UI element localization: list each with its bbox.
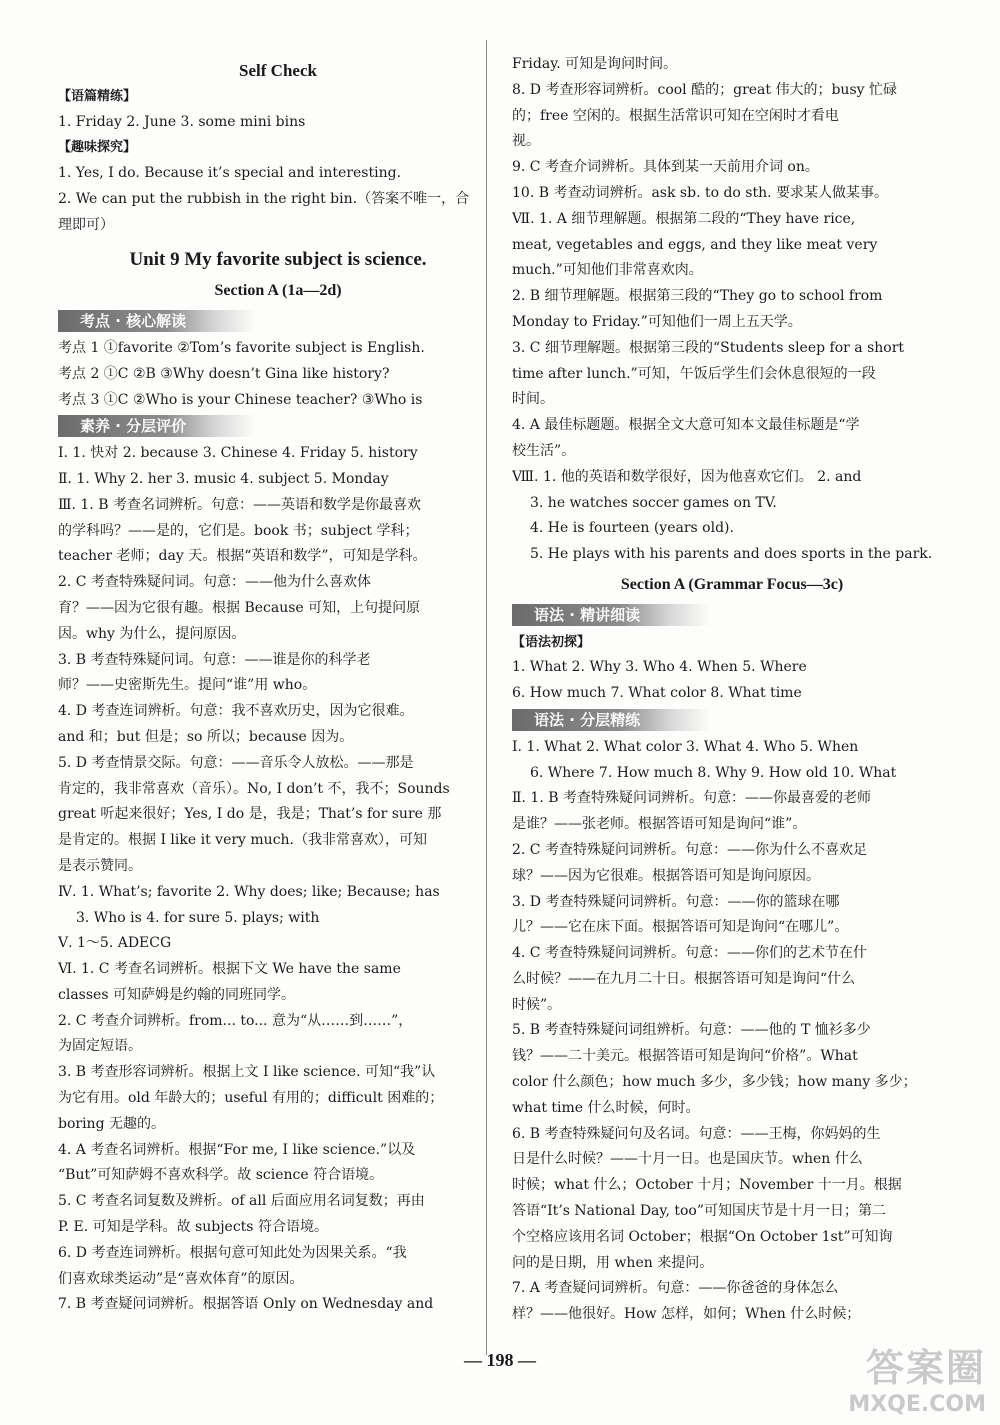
left-column — [58, 52, 498, 1318]
text-line: 8. D 考查形容词辨析。cool 酷的；great 伟大的；busy 忙碌 — [512, 81, 897, 98]
text-line: time after lunch.”可知，午饭后学生们会休息很短的一段 — [512, 365, 876, 382]
text-line: great 听起来很好；Yes, I do 是，我是；That’s for sure 那 — [58, 806, 442, 823]
text-line: 的学科吗？——是的，它们是。book 书；subject 学科； — [58, 522, 419, 539]
text-line: 是谁？——张老师。根据答语可知是询问“谁”。 — [512, 816, 807, 833]
text-line: 肯定的，我非常喜欢（音乐）。No, I don’t 不，我不；Sounds — [58, 780, 450, 797]
text-line: 5. D 考查情景交际。句意：——音乐令人放松。——那是 — [58, 754, 414, 771]
text-line: 育？——因为它很有趣。根据 Because 可知，上句提问原 — [58, 599, 421, 616]
text-line: 6. D 考查连词辨析。根据句意可知此处为因果关系。“我 — [58, 1244, 407, 1261]
text-line: 7. B 考查疑问词辨析。根据答语 Only on Wednesday and — [58, 1296, 434, 1313]
section-subtitle: Section A (1a—2d) — [214, 282, 342, 300]
text-line: 4. C 考查特殊疑问词辨析。句意：——你们的艺术节在什 — [512, 945, 867, 962]
text-line: 样？——他很好。How 怎样，如何；When 什么时候； — [512, 1306, 861, 1323]
unit-title: Unit 9 My favorite subject is science. — [129, 248, 427, 270]
text-line: 4. D 考查连词辨析。句意：我不喜欢历史，因为它很难。 — [58, 703, 414, 720]
text-line: 5. He plays with his parents and does sports in the park. — [530, 546, 933, 563]
text-line: 问的是日期，用 when 来提问。 — [512, 1254, 714, 1271]
text-line: 4. A 考查名词辨析。根据“For me, I like science.”以及 — [58, 1141, 416, 1158]
section-banner: 语法 · 精讲细读 — [512, 604, 710, 626]
text-line: 7. A 考查疑问词辨析。句意：——你爸爸的身体怎么 — [512, 1280, 839, 1297]
text-line: 4. He is fourteen (years old). — [530, 520, 734, 537]
text-line: 儿？——它在床下面。根据答语可知是询问“在哪儿”。 — [512, 919, 849, 936]
text-line: 校生活”。 — [512, 442, 576, 459]
text-line: 个空格应该用名词 October；根据“On October 1st”可知询 — [512, 1228, 893, 1245]
text-line: 1. Yes, I do. Because it’s special and interesting. — [58, 165, 402, 182]
category-label: 【语篇精练】 — [58, 88, 137, 104]
text-line: 视。 — [512, 133, 540, 150]
text-line: 为它有用。old 年龄大的；useful 有用的；difficult 困难的； — [58, 1090, 444, 1107]
text-line: 考点 3 ①C ②Who is your Chinese teacher? ③Who is — [58, 391, 423, 408]
text-line: Ⅶ. 1. A 细节理解题。根据第二段的“They have rice, — [512, 210, 856, 227]
text-line: and 和；but 但是；so 所以；because 因为。 — [58, 728, 354, 745]
text-line: 3. D 考查特殊疑问词辨析。句意：——你的篮球在哪 — [512, 893, 840, 910]
text-line: 6. How much 7. What color 8. What time — [512, 685, 802, 702]
watermark-logo — [848, 1337, 986, 1417]
section-banner: 考点 · 核心解读 — [58, 310, 256, 332]
text-line: 2. B 细节理解题。根据第三段的“They go to school from — [512, 288, 883, 305]
text-line: 1. What 2. Why 3. Who 4. When 5. Where — [512, 659, 807, 676]
text-line: 3. he watches soccer games on TV. — [530, 494, 777, 511]
text-line: much.”可知他们非常喜欢肉。 — [512, 262, 703, 279]
page-number: — 198 — — [464, 1350, 536, 1370]
text-line: 么时候？——在九月二十日。根据答语可知是询问“什么 — [512, 970, 856, 987]
text-line: 是肯定的。根据 I like it very much.（我非常喜欢），可知 — [58, 832, 428, 849]
text-line: 时候”。 — [512, 996, 562, 1013]
text-line: Ⅱ. 1. Why 2. her 3. music 4. subject 5. Monday — [58, 470, 389, 487]
text-line: what time 什么时候，何时。 — [512, 1099, 700, 1116]
text-line: 6. Where 7. How much 8. Why 9. How old 10. What — [530, 764, 897, 781]
text-line: 2. We can put the rubbish in the right bin.（答案不唯一，合 — [58, 190, 470, 207]
text-line: Ⅴ. 1～5. ADECG — [58, 935, 172, 952]
text-line: 是表示赞同。 — [58, 857, 142, 874]
section-banner: 语法 · 分层精练 — [512, 709, 710, 731]
text-line: 3. B 考查形容词辨析。根据上文 I like science. 可知“我”认 — [58, 1064, 436, 1081]
text-line: 时间。 — [512, 391, 554, 408]
watermark-url: MXQE.COM — [848, 1392, 986, 1417]
text-line: Ⅵ. 1. C 考查名词辨析。根据下文 We have the same — [58, 961, 401, 978]
text-line: classes 可知萨姆是约翰的同班同学。 — [58, 986, 295, 1003]
text-line: 9. C 考查介词辨析。具体到某一天前用介词 on。 — [512, 159, 819, 176]
text-line: 球？——因为它很难。根据答语可知是询问原因。 — [512, 867, 820, 884]
text-line: 考点 1 ①favorite ②Tom’s favorite subject is English. — [58, 339, 425, 356]
section-banner-row — [58, 413, 498, 441]
text-line: 5. C 考查名词复数及辨析。of all 后面应用名词复数；再由 — [58, 1193, 425, 1210]
text-line: 答语“It’s National Day, too”可知国庆节是十月一日；第二 — [512, 1203, 886, 1220]
text-line: Friday. 可知是询问时间。 — [512, 56, 678, 72]
text-line: 师？——史密斯先生。提问“谁”用 who。 — [58, 677, 317, 694]
text-line: 时候；what 什么；October 十月；November 十一月。根据 — [512, 1177, 902, 1194]
category-label: 【趣味探究】 — [58, 140, 137, 156]
text-line: 因。why 为什么，提问原因。 — [58, 625, 246, 642]
text-line: 3. B 考查特殊疑问词。句意：——谁是你的科学老 — [58, 651, 371, 668]
right-column — [512, 52, 952, 1328]
text-line: Ⅳ. 1. What’s; favorite 2. Why does; like; Because; has — [58, 883, 440, 900]
watermark-text: 答案圈 — [865, 1346, 986, 1390]
text-line: 1. Friday 2. June 3. some mini bins — [58, 113, 306, 130]
text-line: teacher 老师；day 天。根据“英语和数学”，可知是学科。 — [58, 548, 427, 565]
category-label: 【语法初探】 — [512, 634, 591, 650]
text-line: “But”可知萨姆不喜欢科学。故 science 符合语境。 — [58, 1167, 384, 1184]
text-line: 4. A 最佳标题题。根据全文大意可知本文最佳标题是“学 — [512, 417, 860, 434]
text-line: 6. B 考查特殊疑问句及名词。句意：——王梅，你妈妈的生 — [512, 1125, 881, 1142]
text-line: 考点 2 ①C ②B ③Why doesn’t Gina like history? — [58, 365, 390, 382]
text-line: boring 无趣的。 — [58, 1115, 165, 1132]
text-line: Monday to Friday.”可知他们一周上五天学。 — [512, 313, 802, 330]
text-line: 3. C 细节理解题。根据第三段的“Students sleep for a short — [512, 339, 905, 356]
text-line: 5. B 考查特殊疑问词组辨析。句意：——他的 T 恤衫多少 — [512, 1022, 871, 1039]
text-line: Ⅰ. 1. What 2. What color 3. What 4. Who 5. When — [512, 738, 859, 755]
text-line: Ⅷ. 1. 他的英语和数学很好，因为他喜欢它们。 2. and — [512, 468, 862, 485]
section-banner-row — [512, 707, 952, 735]
section-heading: Self Check — [239, 61, 317, 80]
text-line: Ⅱ. 1. B 考查特殊疑问词辨析。句意：——你最喜爱的老师 — [512, 790, 871, 807]
text-line: Ⅲ. 1. B 考查名词辨析。句意：——英语和数学是你最喜欢 — [58, 496, 421, 513]
text-line: meat, vegetables and eggs, and they like meat very — [512, 236, 878, 253]
text-line: P. E. 可知是学科。故 subjects 符合语境。 — [58, 1219, 328, 1236]
text-line: 理即可） — [58, 216, 114, 233]
text-line: color 什么颜色；how much 多少，多少钱；how many 多少； — [512, 1074, 917, 1091]
text-line: 2. C 考查特殊疑问词辨析。句意：——你为什么不喜欢足 — [512, 841, 867, 858]
text-line: 为固定短语。 — [58, 1038, 142, 1055]
section-banner-row — [512, 602, 952, 630]
text-line: 2. C 考查介词辨析。from... to... 意为“从……到……”， — [58, 1012, 413, 1029]
text-line: 2. C 考查特殊疑问词。句意：——他为什么喜欢体 — [58, 574, 371, 591]
text-line: 们喜欢球类运动”是“喜欢体育”的原因。 — [58, 1270, 304, 1287]
text-line: 日是什么时候？——十月一日。也是国庆节。when 什么 — [512, 1151, 863, 1168]
text-line: 钱？——二十美元。根据答语可知是询问“价格”。What — [512, 1048, 858, 1065]
text-line: Ⅰ. 1. 快对 2. because 3. Chinese 4. Friday 5. history — [58, 445, 418, 462]
text-line: 3. Who is 4. for sure 5. plays; with — [76, 909, 320, 926]
text-line: 的；free 空闲的。根据生活常识可知在空闲时才看电 — [512, 107, 839, 124]
section-subtitle: Section A (Grammar Focus—3c) — [620, 575, 844, 593]
column-divider — [486, 40, 487, 1355]
text-line: 10. B 考查动词辨析。ask sb. to do sth. 要求某人做某事。 — [512, 184, 889, 201]
section-banner-row — [58, 308, 498, 336]
section-banner: 素养 · 分层评价 — [58, 415, 256, 437]
